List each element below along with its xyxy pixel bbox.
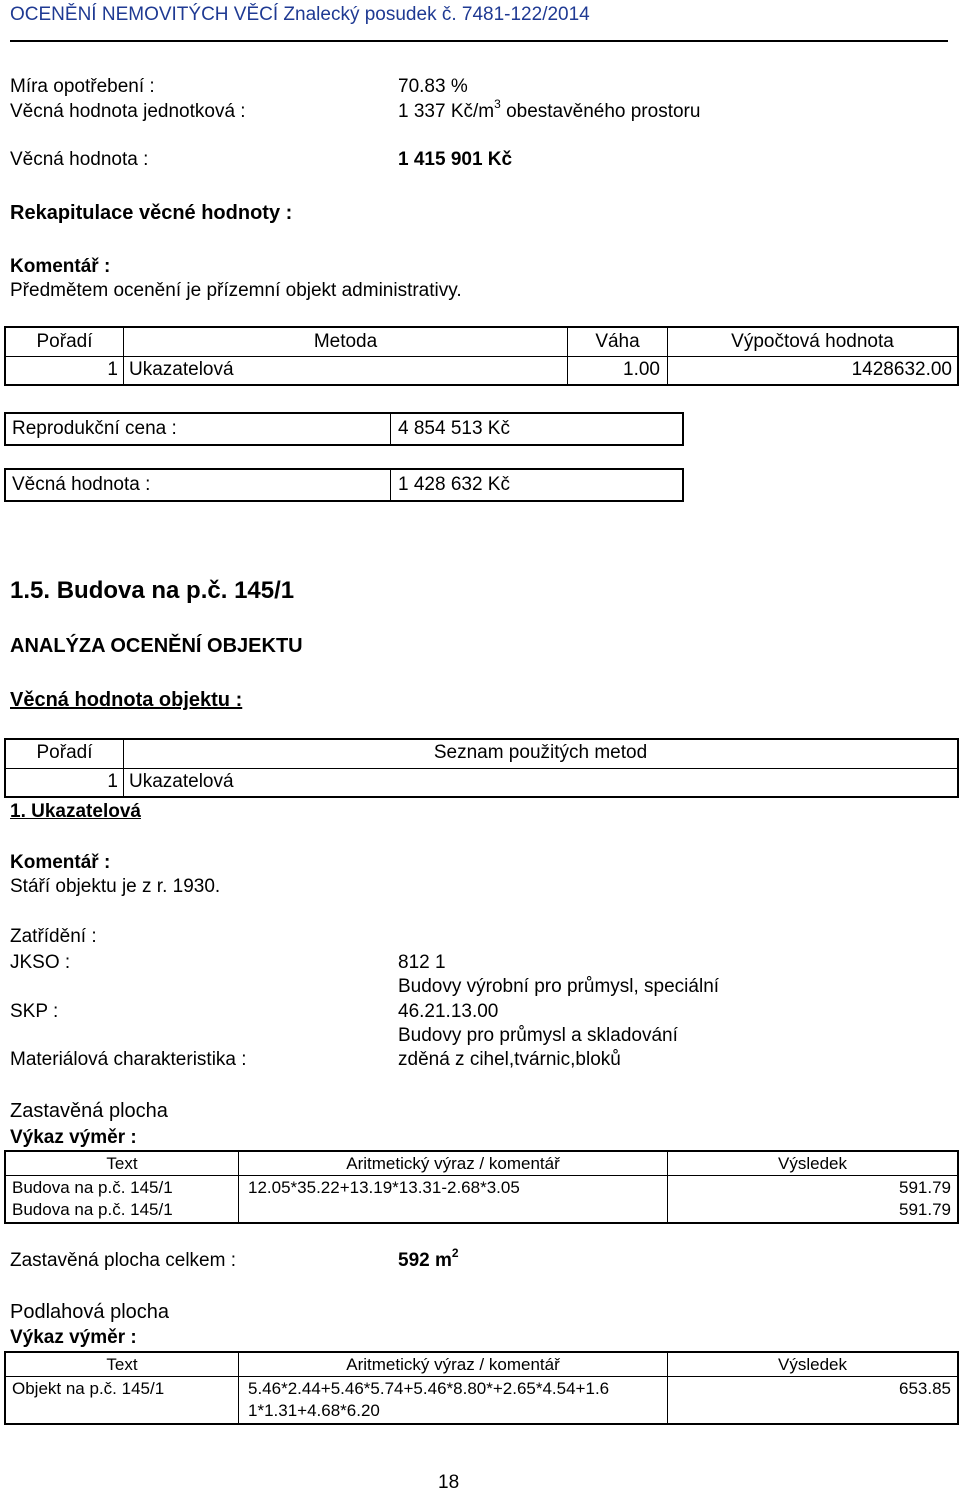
repro-price-label: Reprodukční cena :: [12, 418, 177, 439]
repro-price-value: 4 854 513 Kč: [398, 418, 510, 439]
built-cell-expr: 12.05*35.22+13.19*13.31-2.68*3.05: [248, 1178, 520, 1197]
built-area-heading: Zastavěná plocha: [10, 1100, 168, 1122]
floor-cell-result: 653.85: [899, 1379, 951, 1398]
built-table-header-line: [6, 1175, 957, 1176]
floor-th-result: Výsledek: [778, 1355, 847, 1374]
floor-area-measure-label: Výkaz výměr :: [10, 1327, 137, 1348]
recap-value-label: Věcná hodnota :: [12, 474, 151, 495]
floor-cell-text: Objekt na p.č. 145/1: [12, 1379, 165, 1398]
material-label: Materiálová charakteristika :: [10, 1049, 247, 1070]
value-amount: 1 415 901 Kč: [398, 149, 513, 170]
recap-cell-weight: 1.00: [623, 359, 660, 380]
page-number: 18: [438, 1472, 460, 1493]
recap-heading: Rekapitulace věcné hodnoty :: [10, 202, 293, 224]
floor-th-expr: Aritmetický výraz / komentář: [346, 1355, 560, 1374]
built-total-sup: 2: [451, 1245, 459, 1260]
wear-value: 70.83 %: [398, 76, 468, 97]
built-th-text: Text: [106, 1154, 138, 1173]
jkso-code: 812 1: [398, 952, 446, 973]
floor-cell-expr: 5.46*2.44+5.46*5.74+5.46*8.80*+2.65*4.54+1.6: [248, 1379, 610, 1398]
skp-label: SKP :: [10, 1001, 59, 1022]
section-comment-label: Komentář :: [10, 852, 111, 873]
built-total-label: Zastavěná plocha celkem :: [10, 1250, 237, 1271]
methods-table-row-line: [6, 768, 957, 769]
recap-table-row-line: [6, 356, 957, 357]
skp-code: 46.21.13.00: [398, 1001, 499, 1022]
recap-th-value: Výpočtová hodnota: [731, 331, 894, 352]
floor-table-header-line: [6, 1376, 957, 1377]
recap-cell-method: Ukazatelová: [129, 359, 234, 380]
floor-th-text: Text: [106, 1355, 138, 1374]
built-cell-text: Budova na p.č. 145/1: [12, 1178, 173, 1197]
analysis-heading: ANALÝZA OCENĚNÍ OBJEKTU: [10, 635, 303, 657]
classification-label: Zatřídění :: [10, 926, 97, 947]
material-value: zděná z cihel,tvárnic,bloků: [398, 1049, 621, 1070]
methods-cell-order: 1: [107, 771, 118, 792]
floor-area-heading: Podlahová plocha: [10, 1301, 170, 1323]
value-box-divider: [390, 470, 391, 500]
unit-value-label: Věcná hodnota jednotková :: [10, 101, 246, 122]
built-cell-result: 591.79: [899, 1178, 951, 1197]
recap-th-weight: Váha: [595, 331, 640, 352]
recap-value-amount: 1 428 632 Kč: [398, 474, 510, 495]
method-heading: 1. Ukazatelová: [10, 801, 141, 822]
recap-cell-order: 1: [107, 359, 118, 380]
recap-th-order: Pořadí: [36, 331, 93, 352]
recap-comment-text: Předmětem ocenění je přízemní objekt administrativy.: [10, 280, 462, 301]
built-th-expr: Aritmetický výraz / komentář: [346, 1154, 560, 1173]
unit-value: [398, 96, 701, 123]
built-cell-text: Budova na p.č. 145/1: [12, 1200, 173, 1219]
methods-th-list: Seznam použitých metod: [433, 742, 648, 763]
value-label: Věcná hodnota :: [10, 149, 149, 170]
document-header: OCENĚNÍ NEMOVITÝCH VĚCÍ Znalecký posudek č. 7481-122/2014: [10, 4, 590, 25]
methods-cell-name: Ukazatelová: [129, 771, 234, 792]
recap-th-method: Metoda: [313, 331, 378, 352]
section-title: 1.5. Budova na p.č. 145/1: [10, 577, 295, 604]
header-rule: [10, 40, 948, 42]
unit-value-suffix: obestavěného prostoru: [500, 101, 701, 122]
jkso-label: JKSO :: [10, 952, 71, 973]
unit-value-sup: 3: [494, 96, 501, 111]
recap-comment-label: Komentář :: [10, 256, 111, 277]
wear-label: Míra opotřebení :: [10, 76, 155, 97]
jkso-desc: Budovy výrobní pro průmysl, speciální: [398, 976, 720, 997]
built-cell-result: 591.79: [899, 1200, 951, 1219]
built-area-measure-label: Výkaz výměr :: [10, 1127, 137, 1148]
built-total-value: [398, 1245, 459, 1272]
skp-desc: Budovy pro průmysl a skladování: [398, 1025, 678, 1046]
repro-box-divider: [390, 414, 391, 444]
methods-th-order: Pořadí: [36, 742, 93, 763]
object-value-heading: Věcná hodnota objektu :: [10, 689, 243, 711]
built-th-result: Výsledek: [778, 1154, 847, 1173]
floor-cell-expr-continuation: 1*1.31+4.68*6.20: [248, 1401, 380, 1420]
section-comment-text: Stáří objektu je z r. 1930.: [10, 876, 221, 897]
unit-value-text: 1 337 Kč/m: [398, 101, 495, 122]
recap-cell-value: 1428632.00: [851, 359, 952, 380]
built-total-text: 592 m: [398, 1250, 452, 1271]
